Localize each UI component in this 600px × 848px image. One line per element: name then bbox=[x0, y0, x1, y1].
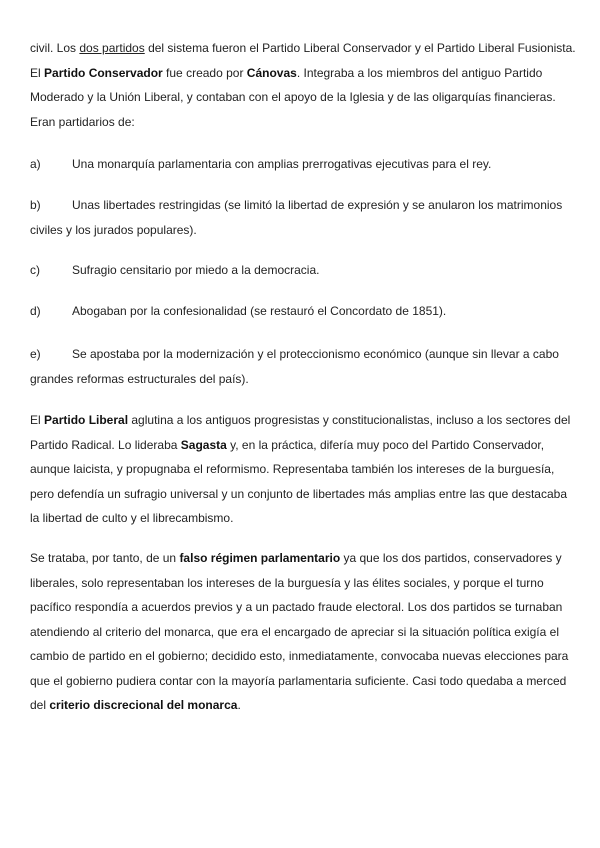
criterio-discrecional-bold: criterio discrecional del monarca bbox=[49, 698, 238, 712]
list-item-text: Una monarquía parlamentaria con amplias prerrogativas ejecutivas para el rey. bbox=[72, 157, 492, 171]
list-marker: e) bbox=[30, 347, 41, 361]
p3-text-2: ya que los dos partidos, conservadores y liberales, solo representaban los intereses de la burguesía y las élites sociales, y porque el turno pacífico respondía a acuerdos previos y a un pactado fraude electoral. Los dos partidos se turnaban atendiendo al criterio del monarca, que era el encargado de apreciar si la situación política exigía el cambio de partido en el gobierno; decidido esto, inmediatamente, convocaba nuevas elecciones para que el gobierno pudiera contar con la mayoría parlamentaria suficiente. Casi todo quedaba a merced del bbox=[30, 551, 569, 712]
paragraph-false-parliamentarism bbox=[30, 546, 578, 718]
list-item-a bbox=[30, 152, 578, 177]
p1-text-3: fue creado por bbox=[162, 65, 247, 80]
p1-text-1: civil. Los bbox=[30, 41, 80, 55]
sagasta-bold: Sagasta bbox=[180, 437, 227, 452]
p2-text-2: aglutina a los antiguos progresistas y constitucionalistas, incluso a los sectores del Partido Radical. Lo lideraba bbox=[30, 413, 571, 452]
list-marker: a) bbox=[30, 157, 41, 171]
list-item-text: Se apostaba por la modernización y el proteccionismo económico (aunque sin llevar a cabo grandes reformas estructurales del país). bbox=[30, 347, 559, 386]
p3-text-3: . bbox=[237, 698, 241, 712]
p1-text-4: . Integraba a los miembros del antiguo Partido Moderado y la Unión Liberal, y contaban con el apoyo de la Iglesia y de las oligarquías financieras. Eran partidarios de: bbox=[30, 65, 556, 129]
list-marker: b) bbox=[30, 198, 41, 212]
p1-text-2: del sistema fueron el Partido Liberal Conservador y el Partido Liberal Fusionista. El bbox=[30, 41, 576, 80]
list-item-text: Abogaban por la confesionalidad (se restauró el Concordato de 1851). bbox=[72, 304, 447, 318]
p2-text-1: El bbox=[30, 413, 45, 427]
list-item-d bbox=[30, 299, 578, 324]
falso-regimen-bold: falso régimen parlamentario bbox=[179, 551, 341, 565]
paragraph-liberal-party bbox=[30, 408, 578, 531]
paragraph-conservative-party bbox=[30, 36, 578, 134]
list-item-text: Sufragio censitario por miedo a la democracia. bbox=[72, 263, 320, 277]
partido-conservador-bold: Partido Conservador bbox=[44, 65, 163, 80]
dos-partidos-link[interactable]: dos partidos bbox=[79, 41, 145, 55]
list-item-text: Unas libertades restringidas (se limitó la libertad de expresión y se anularon los matrimonios civiles y los jurados populares). bbox=[30, 198, 563, 237]
list-marker: d) bbox=[30, 304, 41, 318]
list-marker: c) bbox=[30, 263, 40, 277]
p2-text-3: y, en la práctica, difería muy poco del Partido Conservador, aunque laicista, y propugnaba el reformismo. Representaba también los intereses de la burguesía, pero defendía un sufragio universal y un conjunto de libertades más amplias entre las que destacaba la libertad de culto y el librecambismo. bbox=[30, 437, 568, 525]
canovas-bold: Cánovas bbox=[246, 65, 297, 80]
list-item-e bbox=[30, 342, 578, 391]
list-item-b bbox=[30, 193, 578, 242]
list-item-c bbox=[30, 258, 578, 283]
p3-text-1: Se trataba, por tanto, de un bbox=[30, 551, 180, 565]
partido-liberal-bold: Partido Liberal bbox=[44, 413, 129, 427]
